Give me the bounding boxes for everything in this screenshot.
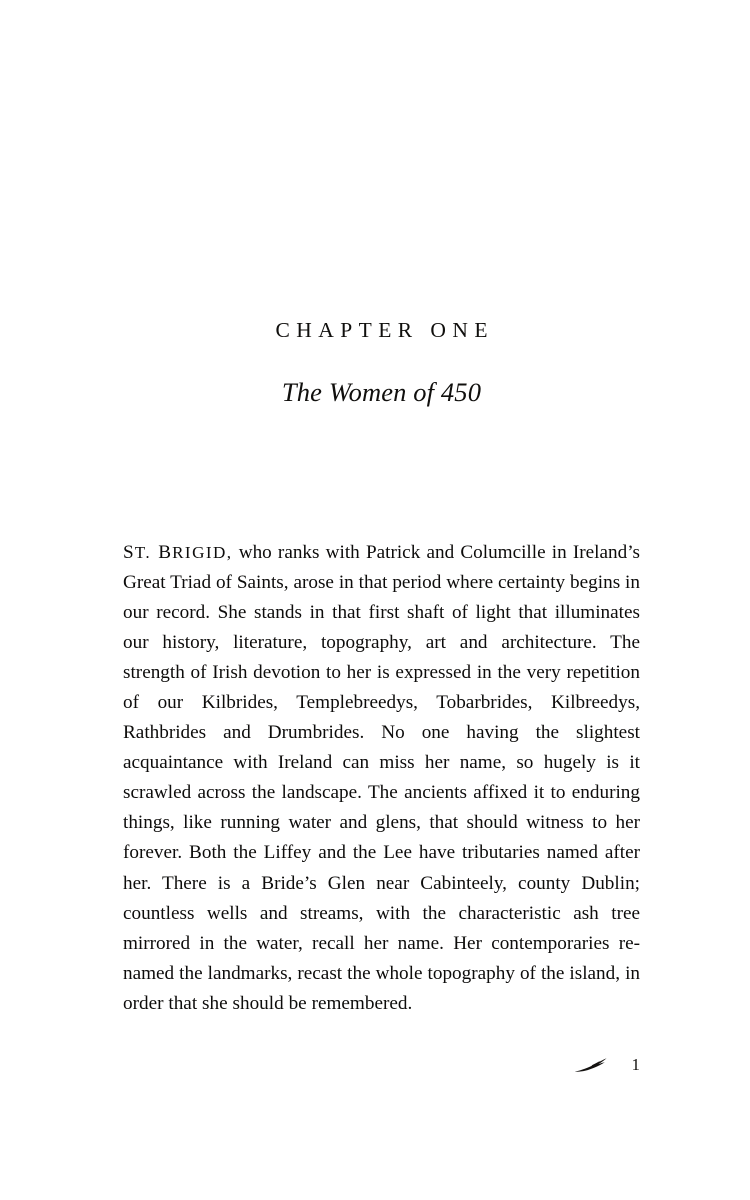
opening-initial-b: B: [158, 542, 173, 563]
opening-brigid-rest: RIGID,: [172, 543, 233, 562]
chapter-heading-block: [123, 318, 640, 409]
chapter-label: CHAPTER ONE: [275, 318, 494, 342]
opening-initial-s: S: [123, 542, 135, 563]
page-footer: [123, 1056, 640, 1073]
body-paragraph: [123, 538, 640, 1019]
chapter-title: The Women of 450: [281, 376, 482, 407]
body-paragraph-text: who ranks with Patrick and Columcille in Ireland’s Great Triad of Saints, arose in that period where certainty begins in our record. She stands in that first shaft of light that illuminates our history, literature, topography, art and architecture. The strength of Irish devotion to her is expressed in the very repetition of our Kilbrides, Templebreedys, Tobarbrides, Kilbreedys, Rathbrides and Drumbrides. No one having the slightest acquaintance with Ireland can miss her name, so hugely is it scrawled across the landscape. The ancients affixed it to enduring things, like running water and glens, that should witness to her forever. Both the Liffey and the Lee have tributaries named after her. There is a Bride’s Glen near Cabinteely, county Dublin; countless wells and streams, with the characteristic ash tree mirrored in the water, recall her name. Her contemporaries re-named the landmarks, recast the whole topography of the island, in order that she should be remembered.: [123, 542, 640, 1014]
page-number: 1: [631, 1055, 640, 1074]
opening-small-caps: [123, 543, 233, 562]
leaf-ornament-icon: [574, 1057, 608, 1073]
body-text-block: [123, 538, 640, 1019]
opening-st-rest: T.: [134, 543, 159, 562]
